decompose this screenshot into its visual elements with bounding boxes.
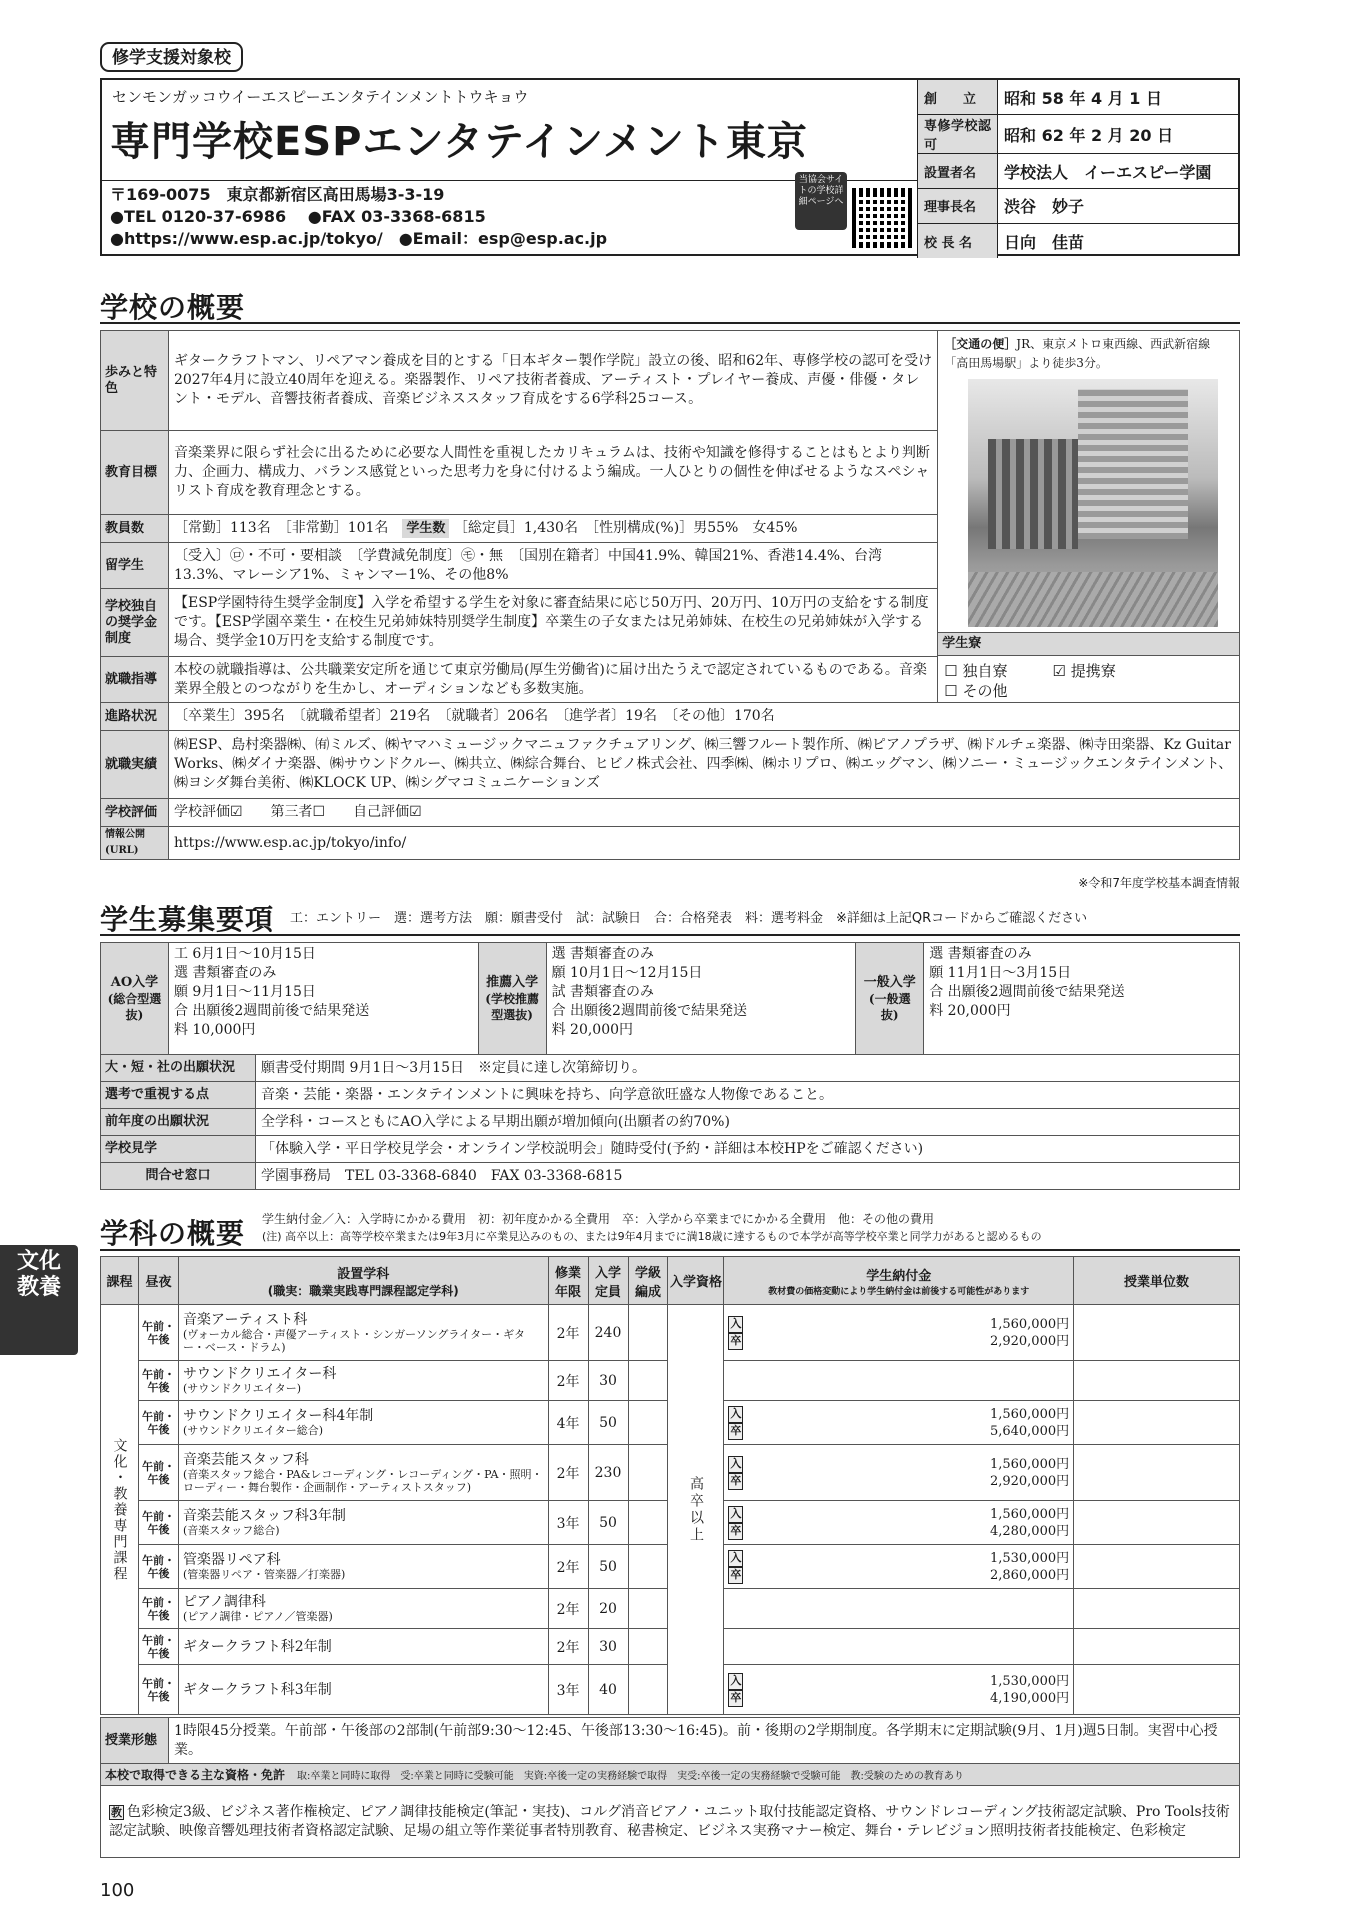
school-header bbox=[100, 78, 1240, 256]
record-text: ㈱ESP、島村楽器㈱、㈲ミルズ、㈱ヤマハミュージックマニュファクチュアリング、㈱三響フルート製作所、㈱ピアノプラザ、㈱ドルチェ楽器、㈱寺田楽器、Kz Guitar Works、㈱ダイナ楽器、㈱サウンドクルー、㈱共立、㈱綜合舞台、ヒビノ株式会社、四季㈱、㈱ホリプロ、㈱エッグマン、㈱ソニー・ミュージックエンタテインメント、㈱ヨシダ舞台美術、㈱KLOCK UP、㈱シグマコミュニケーションズ bbox=[168, 731, 1239, 799]
qual-cell: 高卒以上 bbox=[668, 1305, 724, 1715]
job-label: 就職指導 bbox=[101, 657, 169, 703]
fee-total: 2,920,000円 bbox=[989, 1473, 1070, 1489]
ao-item: 合 出願後2週間前後で結果発送 bbox=[173, 1003, 370, 1019]
edu-text: 音楽業界に限らず社会に出るために必要な人間性を重視したカリキュラムは、技術や知識を修得することはもとより判断力、企画力、構成力、バランス感覚といった思考力を身に付けるよう編成。一人ひとりの個性を伸ばせるようなスペシャリスト育成を教育理念とする。 bbox=[168, 431, 937, 515]
job-text: 本校の就職指導は、公共職業安定所を通じて東京労働局(厚生労働省)に届け出たうえで認定されているものである。音楽業界全般とのつながりを生かし、オーディションなども多数実施。 bbox=[168, 657, 937, 703]
suisen-sub: (学校推薦型選抜) bbox=[485, 991, 539, 1022]
access-text: JR、東京メトロ東西線、西武新宿線「高田馬場駅」より徒歩3分。 bbox=[944, 337, 1211, 370]
ippan-item: 合 出願後2週間前後で結果発送 bbox=[929, 984, 1125, 1000]
time-cell: 午前・午後 bbox=[138, 1445, 178, 1501]
fee-grad-icon: 卒 bbox=[728, 1423, 743, 1440]
ippan-label: 一般入学 bbox=[863, 974, 916, 990]
capacity-cell: 30 bbox=[588, 1361, 628, 1401]
info-key: 専修学校認可 bbox=[918, 115, 998, 154]
path-label: 進路状況 bbox=[101, 703, 169, 731]
school-building-photo bbox=[968, 379, 1218, 627]
license-title: 本校で取得できる主な資格・免許 bbox=[105, 1768, 286, 1782]
dept-table bbox=[100, 1256, 1240, 1715]
category-side-tab: 文化教養 bbox=[0, 1245, 78, 1355]
dorm-other-checkbox: ☐ その他 bbox=[944, 682, 1008, 700]
recruit-row-value: 「体験入学・平日学校見学会・オンライン学校説明会」随時受付(予約・詳細は本校HPをご確認ください) bbox=[256, 1136, 1240, 1163]
qual-note: (注) 高卒以上：高等学校卒業または9年3月に卒業見込みのもの、または9年4月までに満18歳に達するもので本学が高等学校卒業と同学力があると認めるもの bbox=[262, 1230, 1042, 1243]
recruit-row-label: 大・短・社の出願状況 bbox=[101, 1055, 256, 1082]
dept-name: サウンドクリエイター科4年制 bbox=[182, 1408, 374, 1424]
time-cell: 午前・午後 bbox=[138, 1545, 178, 1589]
col-course: 課程 bbox=[101, 1257, 139, 1305]
fee-grad-icon: 卒 bbox=[728, 1567, 743, 1584]
capacity-cell: 50 bbox=[588, 1401, 628, 1445]
fee-grad-icon: 卒 bbox=[728, 1690, 743, 1707]
years-cell: 4年 bbox=[548, 1401, 588, 1445]
record-label: 就職実績 bbox=[101, 731, 169, 799]
fee-total: 4,280,000円 bbox=[989, 1523, 1070, 1539]
dept-sub: (音楽スタッフ総合) bbox=[182, 1524, 280, 1537]
recruit-row-label: 選考で重視する点 bbox=[101, 1082, 256, 1109]
info-value: 昭和 58 年 4 月 1 日 bbox=[998, 80, 1241, 115]
col-fee: 学生納付金 bbox=[866, 1268, 932, 1284]
ao-item: 料 10,000円 bbox=[173, 1022, 256, 1038]
contact-value: 学園事務局 TEL 03-3368-6840 FAX 03-3368-6815 bbox=[256, 1163, 1240, 1190]
dept-sub: (サウンドクリエイター) bbox=[182, 1382, 302, 1395]
recruit-info-table bbox=[100, 1054, 1240, 1190]
years-cell: 2年 bbox=[548, 1589, 588, 1629]
school-contact bbox=[110, 184, 607, 250]
recruit-row-label: 問合せ窓口 bbox=[101, 1163, 256, 1190]
fee-total: 2,920,000円 bbox=[989, 1333, 1070, 1349]
recruit-row-value: 全学科・コースともにAO入学による早期出願が増加傾向(出願者の約70%) bbox=[256, 1109, 1240, 1136]
edu-tag-icon: 教 bbox=[111, 1805, 122, 1819]
suisen-item: 合 出願後2週間前後で結果発送 bbox=[551, 1003, 747, 1019]
ippan-item: 願 11月1日～3月15日 bbox=[929, 965, 1072, 981]
school-info-table bbox=[917, 80, 1240, 258]
overview-title: 学校の概要 bbox=[100, 291, 246, 324]
students-text: ［総定員］1,430名 ［性別構成(%)］男55% 女45% bbox=[453, 520, 798, 536]
col-dept: 設置学科 bbox=[337, 1266, 390, 1282]
dept-title: 学科の概要 bbox=[100, 1217, 246, 1250]
years-cell: 2年 bbox=[548, 1629, 588, 1665]
capacity-cell: 50 bbox=[588, 1545, 628, 1589]
info-key: 創 立 bbox=[918, 80, 998, 115]
license-legend: 取:卒業と同時に取得 受:卒業と同時に受験可能 実資:卒後一定の実務経験で取得 実受:卒後一定の実務経験で受験可能 教:受験のための教育あり bbox=[297, 1771, 964, 1782]
fee-entry: 1,530,000円 bbox=[989, 1550, 1070, 1566]
col-fee-sub: 教材費の価格変動により学生納付金は前後する可能性があります bbox=[768, 1286, 1030, 1297]
dept-sub: (ヴォーカル総合・声優アーティスト・シンガーソングライター・ギター・ベース・ドラム) bbox=[182, 1327, 525, 1354]
path-text: 〔卒業生〕395名 〔就職希望者〕219名 〔就職者〕206名 〔進学者〕19名 〔その他〕170名 bbox=[168, 703, 1239, 731]
dept-sub: (音楽スタッフ総合・PA&レコーディング・レコーディング・PA・照明・ローディー・舞台製作・企画制作・アーティストスタッフ) bbox=[182, 1467, 543, 1494]
col-time: 昼夜 bbox=[138, 1257, 178, 1305]
capacity-cell: 240 bbox=[588, 1305, 628, 1361]
eval-label: 学校評価 bbox=[101, 799, 169, 827]
entry-table bbox=[100, 942, 1240, 1055]
fee-grad-icon: 卒 bbox=[728, 1523, 743, 1540]
info-value: 学校法人 イーエスピー学園 bbox=[998, 154, 1241, 189]
dorm-own-checkbox: ☐ 独自寮 bbox=[944, 662, 1008, 680]
qr-label: 当協会サイトの学校詳細ページへ bbox=[795, 172, 847, 230]
time-cell: 午前・午後 bbox=[138, 1665, 178, 1715]
fee-entry: 1,560,000円 bbox=[989, 1506, 1070, 1522]
time-cell: 午前・午後 bbox=[138, 1501, 178, 1545]
recruit-title: 学生募集要項 bbox=[100, 903, 275, 936]
recruit-row-value: 音楽・芸能・楽器・エンタテインメントに興味を持ち、向学意欲旺盛な人物像であること。 bbox=[256, 1082, 1240, 1109]
fee-entry: 1,530,000円 bbox=[989, 1673, 1070, 1689]
history-label: 歩みと特色 bbox=[101, 331, 169, 431]
years-cell: 2年 bbox=[548, 1445, 588, 1501]
suisen-label: 推薦入学 bbox=[486, 974, 539, 990]
dept-sub: (サウンドクリエイター総合) bbox=[182, 1424, 324, 1437]
time-cell: 午前・午後 bbox=[138, 1361, 178, 1401]
survey-note: ※令和7年度学校基本調査情報 bbox=[1078, 876, 1240, 890]
access-label: ［交通の便］ bbox=[944, 337, 1017, 351]
capacity-cell: 20 bbox=[588, 1589, 628, 1629]
recruit-legend: 工：エントリー 選：選考方法 願：願書受付 試：試験日 合：合格発表 料：選考料金 ※詳細は上記QRコードからご確認ください bbox=[290, 911, 1088, 926]
fee-in-icon: 入 bbox=[728, 1673, 743, 1690]
scholarship-text: 【ESP学園特待生奨学金制度】入学を希望する学生を対象に審査結果に応じ50万円、20万円、10万円の支給をする制度です。【ESP学園卒業生・在校生兄弟姉妹特別奨学生制度】卒業生の子女または兄弟姉妹、在校生の兄弟姉妹が入学する場合、奨学金10万円を支給する制度です。 bbox=[168, 589, 937, 657]
edu-label: 教育目標 bbox=[101, 431, 169, 515]
fee-grad-icon: 卒 bbox=[728, 1473, 743, 1490]
eval-text: 学校評価☑ 第三者☐ 自己評価☑ bbox=[168, 799, 1239, 827]
recruit-row-label: 学校見学 bbox=[101, 1136, 256, 1163]
capacity-cell: 40 bbox=[588, 1665, 628, 1715]
dorm-options bbox=[944, 661, 1115, 701]
course-cell: 文化・教養専門課程 bbox=[101, 1305, 139, 1715]
fee-grad-icon: 卒 bbox=[728, 1333, 743, 1350]
teachers-label: 教員数 bbox=[101, 515, 169, 543]
intl-label: 留学生 bbox=[101, 543, 169, 589]
col-dept-sub: (職実：職業実践専門課程認定学科) bbox=[267, 1283, 459, 1298]
intl-text: 〔受入〕㋺・不可・要相談 〔学費減免制度〕㋲・無 〔国別在籍者〕中国41.9%、韓国21%、香港14.4%、台湾13.3%、マレーシア1%、ミャンマー1%、その他8% bbox=[168, 543, 937, 589]
url-label: 情報公開(URL) bbox=[101, 827, 169, 860]
web-email: ●https://www.esp.ac.jp/tokyo/ ●Email：esp@esp.ac.jp bbox=[110, 229, 608, 248]
tel-fax: ●TEL 0120-37-6986 ●FAX 03-3368-6815 bbox=[110, 207, 486, 226]
dept-header-row bbox=[101, 1257, 1240, 1305]
info-key: 理事長名 bbox=[918, 189, 998, 224]
students-label: 学生数 bbox=[402, 519, 449, 538]
fee-legend: 学生納付金／入：入学時にかかる費用 初：初年度かかる全費用 卒：入学から卒業までにかかる全費用 他：その他の費用 bbox=[262, 1212, 935, 1226]
info-key: 校 長 名 bbox=[918, 223, 998, 258]
capacity-cell: 50 bbox=[588, 1501, 628, 1545]
dorm-partner-checkbox: ☑ 提携寮 bbox=[1052, 662, 1116, 680]
ao-item: 工 6月1日～10月15日 bbox=[173, 946, 316, 962]
fee-in-icon: 入 bbox=[728, 1406, 743, 1423]
ao-label: AO入学 bbox=[110, 974, 159, 990]
dorm-label: 学生寮 bbox=[938, 632, 1239, 656]
qr-code-icon[interactable] bbox=[852, 188, 912, 248]
ao-item: 願 9月1日～11月15日 bbox=[173, 984, 316, 1000]
dept-name: ピアノ調律科 bbox=[182, 1594, 266, 1610]
form-table bbox=[100, 1717, 1240, 1858]
col-capacity: 入学定員 bbox=[588, 1257, 628, 1305]
ippan-item: 選 書類審査のみ bbox=[929, 946, 1032, 962]
info-url-link[interactable]: https://www.esp.ac.jp/tokyo/info/ bbox=[168, 827, 1239, 860]
years-cell: 2年 bbox=[548, 1305, 588, 1361]
info-value: 渋谷 妙子 bbox=[998, 189, 1241, 224]
col-units: 授業単位数 bbox=[1074, 1257, 1240, 1305]
years-cell: 3年 bbox=[548, 1501, 588, 1545]
dept-sub: (管楽器リペア・管楽器／打楽器) bbox=[182, 1568, 346, 1581]
ao-sub: (総合型選抜) bbox=[107, 991, 162, 1022]
years-cell: 3年 bbox=[548, 1665, 588, 1715]
dept-name: 音楽芸能スタッフ科 bbox=[182, 1451, 309, 1468]
suisen-item: 料 20,000円 bbox=[551, 1022, 634, 1038]
history-text: ギタークラフトマン、リペアマン養成を目的とする「日本ギター製作学院」設立の後、昭和62年、専修学校の認可を受け2027年4月に設立40周年を迎える。楽器製作、リペア技術者養成、アーティスト・プレイヤー養成、声優・俳優・タレント・モデル、音響技術者養成、音楽ビジネススタッフ育成をする6学科25コース。 bbox=[168, 331, 937, 431]
dept-row bbox=[101, 1305, 1240, 1361]
fee-in-icon: 入 bbox=[728, 1550, 743, 1567]
col-years: 修業年限 bbox=[548, 1257, 588, 1305]
fee-total: 5,640,000円 bbox=[989, 1423, 1070, 1439]
recruit-row-label: 前年度の出願状況 bbox=[101, 1109, 256, 1136]
fee-total: 2,860,000円 bbox=[989, 1567, 1070, 1583]
ippan-sub: (一般選抜) bbox=[868, 991, 911, 1022]
capacity-cell: 230 bbox=[588, 1445, 628, 1501]
form-text: 1時限45分授業。午前部・午後部の2部制(午前部9:30～12:45、午後部13:30～16:45)。前・後期の2学期制度。各学期末に定期試験(9月、1月)週5日制。実習中心授業。 bbox=[169, 1718, 1240, 1764]
fee-entry: 1,560,000円 bbox=[989, 1456, 1070, 1472]
fee-in-icon: 入 bbox=[728, 1506, 743, 1523]
dept-name: ギタークラフト科2年制 bbox=[182, 1638, 332, 1655]
page-number: 100 bbox=[100, 1880, 135, 1901]
fee-in-icon: 入 bbox=[728, 1316, 743, 1333]
time-cell: 午前・午後 bbox=[138, 1589, 178, 1629]
school-name: 専門学校ESPエンタテインメント東京 bbox=[110, 119, 808, 165]
recruit-row-value: 願書受付期間 9月1日～3月15日 ※定員に達し次第締切り。 bbox=[256, 1055, 1240, 1082]
time-cell: 午前・午後 bbox=[138, 1629, 178, 1665]
dept-name: 音楽アーティスト科 bbox=[182, 1311, 308, 1328]
teachers-text: ［常勤］113名 ［非常勤］101名 bbox=[173, 520, 389, 536]
years-cell: 2年 bbox=[548, 1545, 588, 1589]
time-cell: 午前・午後 bbox=[138, 1305, 178, 1361]
col-class: 学級編成 bbox=[628, 1257, 668, 1305]
years-cell: 2年 bbox=[548, 1361, 588, 1401]
school-kana: センモンガッコウイーエスピーエンタテインメントトウキョウ bbox=[112, 88, 529, 106]
dept-name: 管楽器リペア科 bbox=[182, 1552, 281, 1568]
form-label: 授業形態 bbox=[101, 1718, 169, 1764]
info-value: 日向 佳苗 bbox=[1004, 232, 1085, 252]
col-qual: 入学資格 bbox=[668, 1257, 724, 1305]
suisen-item: 願 10月1日～12月15日 bbox=[551, 965, 703, 981]
fee-entry: 1,560,000円 bbox=[989, 1316, 1070, 1332]
scholarship-label: 学校独自の奨学金制度 bbox=[101, 589, 169, 657]
license-text: 色彩検定3級、ビジネス著作権検定、ピアノ調律技能検定(筆記・実技)、コルグ消音ピアノ・ユニット取付技能認定資格、サウンドレコーディング技術認定試験、Pro Tools技術認定試験、映像音響処理技術者資格認定試験、足場の組立等作業従事者特別教育、秘書検定、ビジネス実務マナー検定、舞台・テレビジョン照明技術者技能検定、色彩検定 bbox=[109, 1803, 1230, 1839]
dept-name: ギタークラフト科3年制 bbox=[182, 1681, 332, 1698]
suisen-item: 試 書類審査のみ bbox=[551, 984, 655, 1000]
fee-entry: 1,560,000円 bbox=[989, 1406, 1070, 1422]
support-badge: 修学支援対象校 bbox=[100, 42, 243, 72]
fee-in-icon: 入 bbox=[728, 1456, 743, 1473]
dept-name: サウンドクリエイター科 bbox=[182, 1366, 337, 1382]
dept-sub: (ピアノ調律・ピアノ／管楽器) bbox=[182, 1610, 333, 1623]
address: 〒169-0075 東京都新宿区高田馬場3-3-19 bbox=[110, 185, 445, 204]
ippan-item: 料 20,000円 bbox=[929, 1003, 1011, 1019]
ao-item: 選 書類審査のみ bbox=[173, 965, 277, 981]
dept-name: 音楽芸能スタッフ科3年制 bbox=[182, 1508, 346, 1524]
suisen-item: 選 書類審査のみ bbox=[551, 946, 655, 962]
time-cell: 午前・午後 bbox=[138, 1401, 178, 1445]
overview-table bbox=[100, 330, 1240, 860]
fee-total: 4,190,000円 bbox=[989, 1690, 1070, 1706]
info-value: 昭和 62 年 2 月 20 日 bbox=[998, 115, 1241, 154]
info-key: 設置者名 bbox=[918, 154, 998, 189]
capacity-cell: 30 bbox=[588, 1629, 628, 1665]
